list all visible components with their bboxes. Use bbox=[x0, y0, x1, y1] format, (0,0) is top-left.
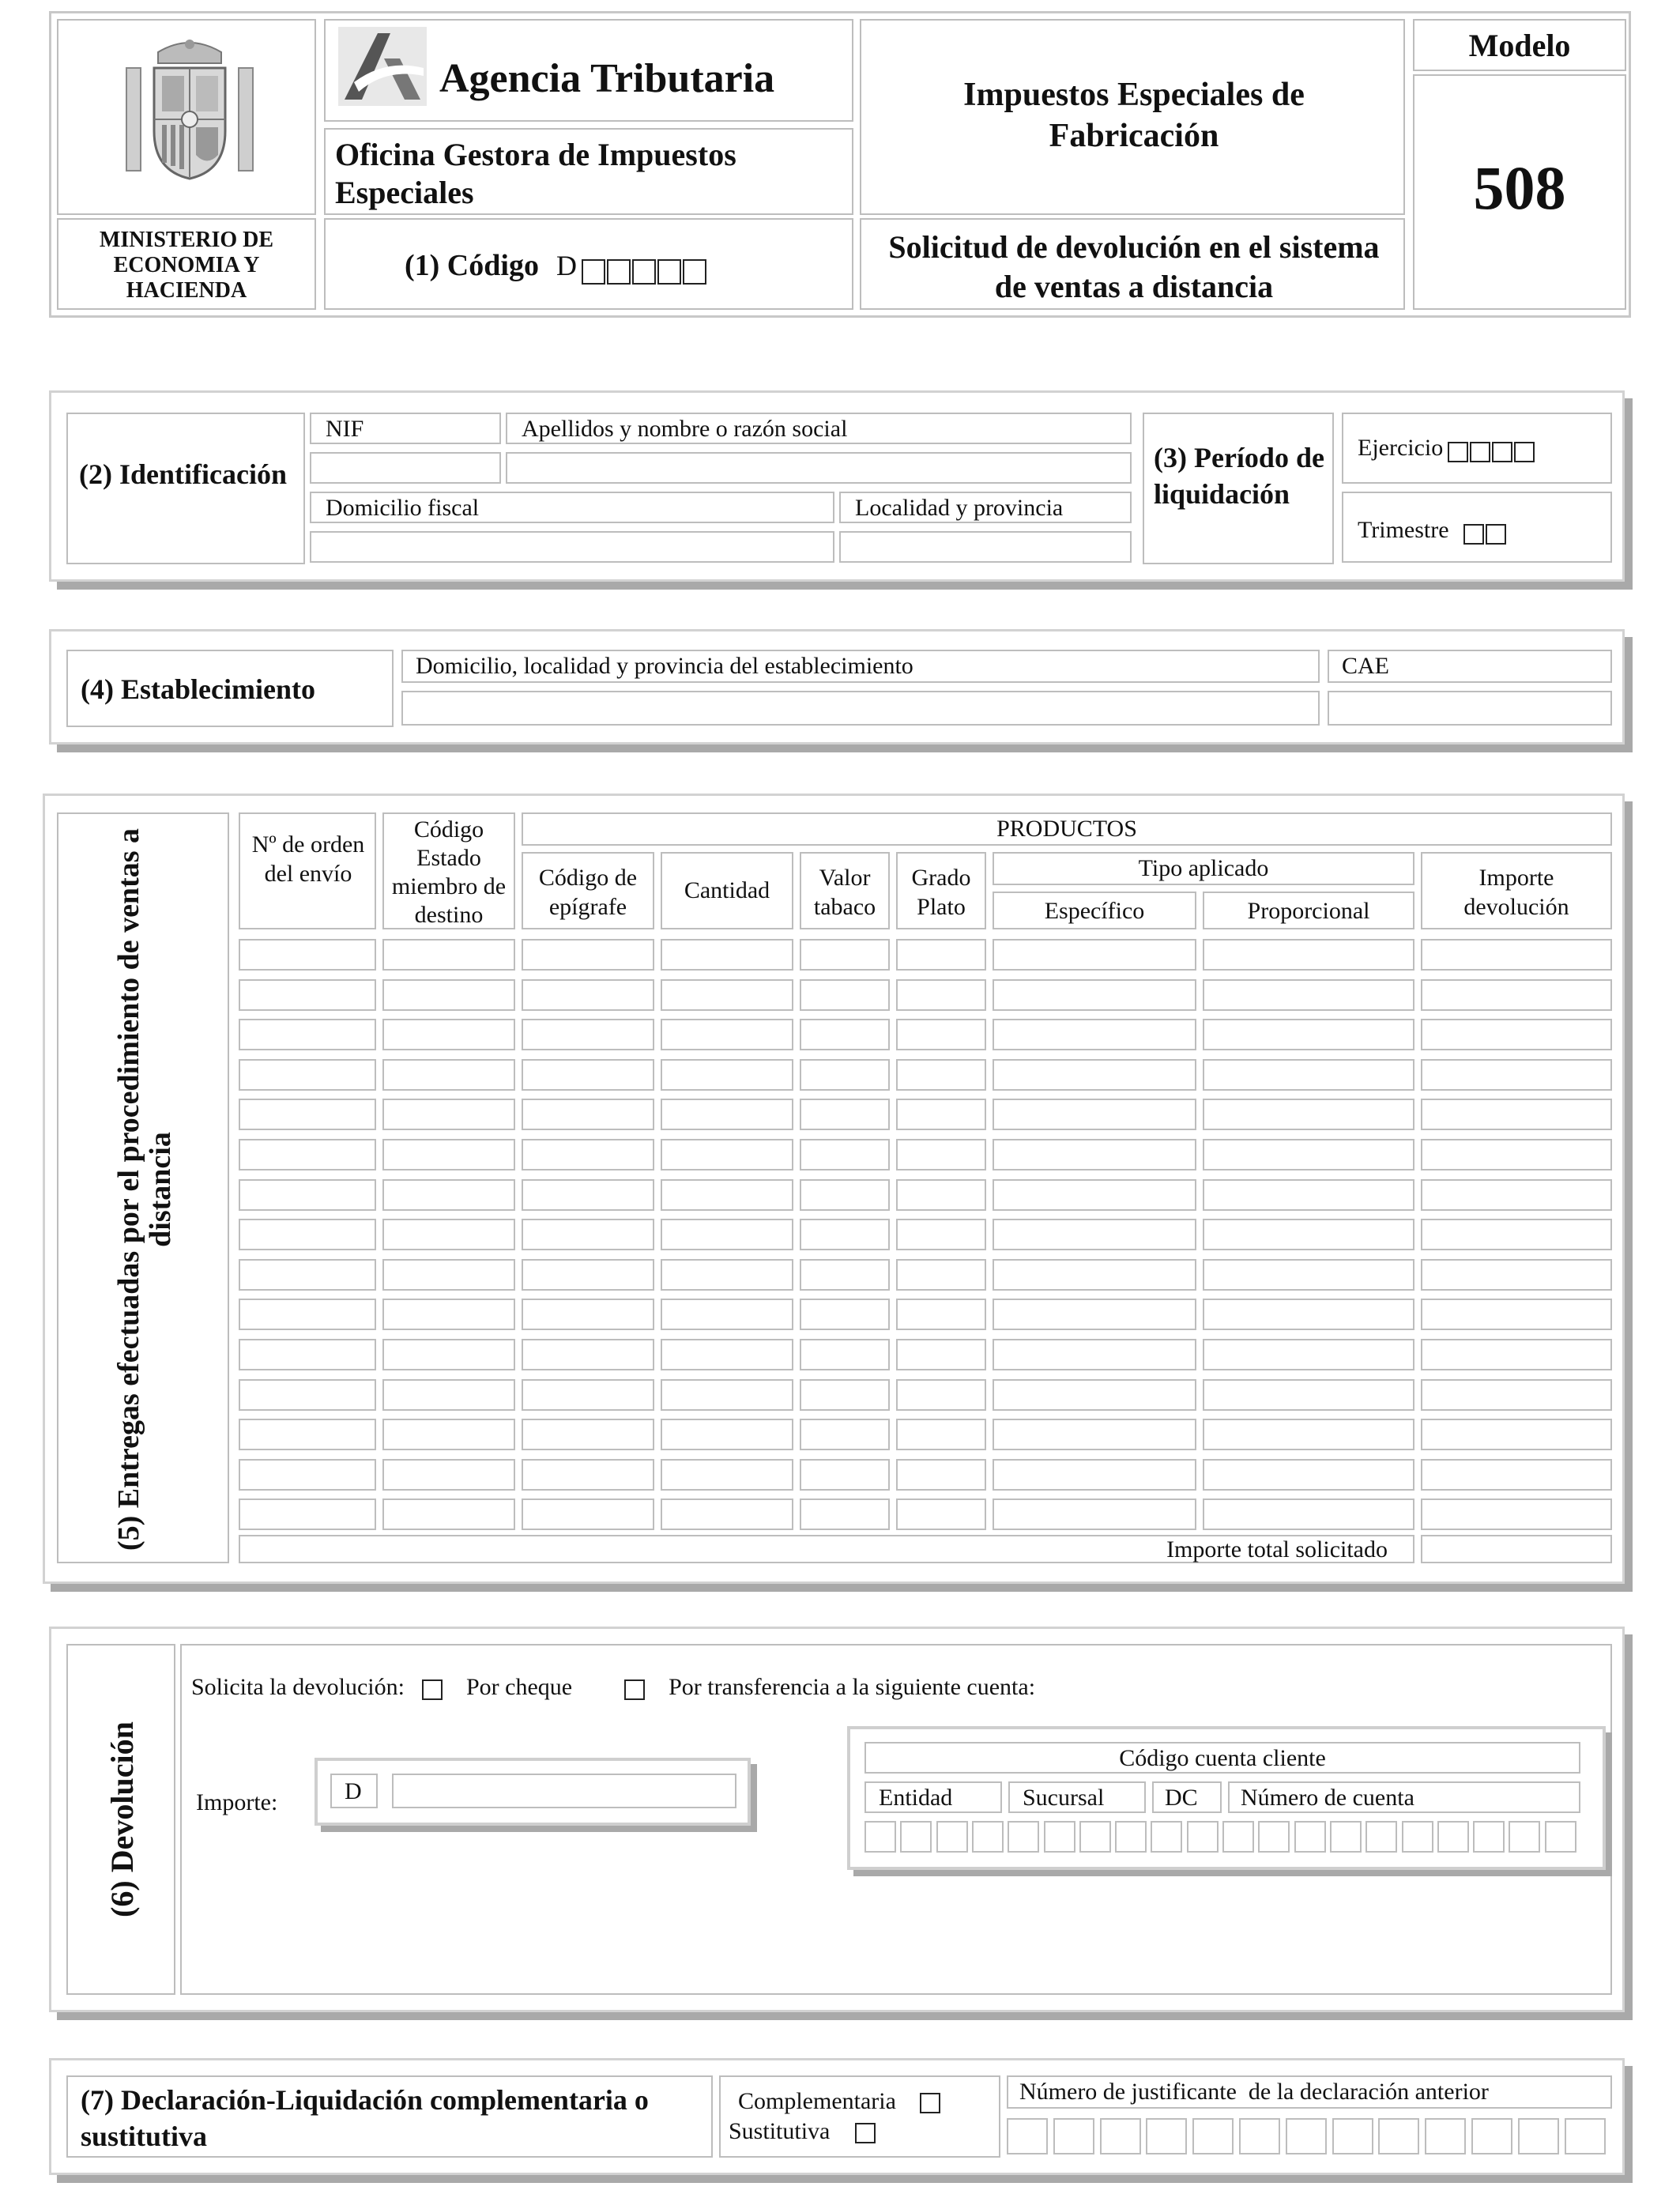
table-cell[interactable] bbox=[239, 1099, 376, 1130]
table-cell[interactable] bbox=[382, 1219, 515, 1250]
localidad-label-cell bbox=[839, 492, 1132, 523]
importe-prefix-cell bbox=[330, 1774, 378, 1808]
table-cell[interactable] bbox=[382, 1339, 515, 1370]
table-cell[interactable] bbox=[993, 1219, 1196, 1250]
trimestre-label: Trimestre bbox=[1358, 517, 1449, 543]
table-cell[interactable] bbox=[382, 1179, 515, 1211]
modelo-number: 508 bbox=[1473, 153, 1566, 222]
justificante-digit-box[interactable] bbox=[1332, 2118, 1373, 2154]
account-digit-box[interactable] bbox=[1294, 1821, 1326, 1853]
table-cell[interactable] bbox=[1203, 1059, 1414, 1091]
table-cell[interactable] bbox=[993, 1259, 1196, 1291]
coat-of-arms-icon bbox=[111, 36, 269, 187]
productos-header bbox=[522, 812, 1612, 846]
col-estado-label: Código Estado miembro de destino bbox=[391, 816, 507, 928]
table-cell[interactable] bbox=[800, 1339, 890, 1370]
cheque-checkbox[interactable] bbox=[422, 1679, 443, 1700]
table-cell[interactable] bbox=[1203, 1099, 1414, 1130]
modelo-label: Modelo bbox=[1468, 28, 1571, 63]
table-cell[interactable] bbox=[522, 1339, 654, 1370]
col-orden-label: Nº de orden del envío bbox=[251, 831, 365, 887]
justificante-digit-box[interactable] bbox=[1239, 2118, 1280, 2154]
table-cell[interactable] bbox=[522, 939, 654, 971]
account-digit-box[interactable] bbox=[1187, 1821, 1219, 1853]
col-epigrafe-label: Código de epígrafe bbox=[538, 865, 638, 920]
table-cell[interactable] bbox=[661, 1379, 793, 1411]
name-label-cell bbox=[506, 413, 1132, 444]
table-cell[interactable] bbox=[1421, 1459, 1612, 1491]
total-label: Importe total solicitado bbox=[1166, 1536, 1388, 1563]
sustitutiva-checkbox[interactable] bbox=[855, 2123, 876, 2143]
table-cell[interactable] bbox=[896, 1419, 986, 1450]
table-cell[interactable] bbox=[239, 1339, 376, 1370]
account-digit-box[interactable] bbox=[1258, 1821, 1290, 1853]
table-cell[interactable] bbox=[661, 1419, 793, 1450]
table-cell[interactable] bbox=[800, 979, 890, 1011]
table-cell[interactable] bbox=[1421, 1299, 1612, 1330]
tipo-aplicado-label: Tipo aplicado bbox=[1138, 855, 1269, 881]
table-cell[interactable] bbox=[522, 1139, 654, 1171]
col-epigrafe-header bbox=[522, 852, 654, 929]
table-cell[interactable] bbox=[239, 939, 376, 971]
ejercicio-label: Ejercicio bbox=[1358, 435, 1444, 461]
table-cell[interactable] bbox=[800, 1059, 890, 1091]
table-cell[interactable] bbox=[800, 1019, 890, 1050]
account-digit-box[interactable] bbox=[1044, 1821, 1075, 1853]
account-digit-box[interactable] bbox=[1545, 1821, 1576, 1853]
solicita-row bbox=[191, 1674, 1035, 1701]
table-cell[interactable] bbox=[239, 1179, 376, 1211]
table-cell[interactable] bbox=[661, 939, 793, 971]
trimestre-digit-box[interactable] bbox=[1463, 524, 1484, 545]
table-cell[interactable] bbox=[800, 1139, 890, 1171]
table-cell[interactable] bbox=[522, 1498, 654, 1530]
table-cell[interactable] bbox=[896, 939, 986, 971]
entidad-label-cell bbox=[864, 1781, 1002, 1813]
tax-title: Impuestos Especiales de Fabricación bbox=[963, 77, 1305, 154]
table-cell[interactable] bbox=[239, 1219, 376, 1250]
trimestre-cell bbox=[1342, 492, 1612, 563]
col-estado-header bbox=[382, 812, 515, 929]
domicilio-input[interactable] bbox=[310, 531, 834, 563]
table-cell[interactable] bbox=[800, 1219, 890, 1250]
devolucion-label: (6) Devolución bbox=[104, 1721, 140, 1917]
modelo-label-box bbox=[1413, 19, 1626, 71]
importe-label: Importe: bbox=[196, 1789, 278, 1815]
ejercicio-digit-box[interactable] bbox=[1470, 442, 1490, 462]
table-cell[interactable] bbox=[1203, 1219, 1414, 1250]
justificante-digit-box[interactable] bbox=[1565, 2118, 1606, 2154]
account-digit-box[interactable] bbox=[1330, 1821, 1362, 1853]
col-importe-label: Importe devolución bbox=[1463, 865, 1569, 920]
table-cell[interactable] bbox=[993, 1099, 1196, 1130]
code-digit-box[interactable] bbox=[632, 259, 656, 285]
table-cell[interactable] bbox=[993, 1419, 1196, 1450]
domicilio-label-cell bbox=[310, 492, 834, 523]
table-cell[interactable] bbox=[1421, 1259, 1612, 1291]
code-prefix: D bbox=[556, 250, 577, 281]
table-cell[interactable] bbox=[382, 1099, 515, 1130]
code-digit-box[interactable] bbox=[683, 259, 706, 285]
table-cell[interactable] bbox=[382, 1379, 515, 1411]
modelo-number-box bbox=[1413, 74, 1626, 310]
table-cell[interactable] bbox=[1203, 1459, 1414, 1491]
tipo-declaracion-box bbox=[719, 2075, 1000, 2158]
localidad-input[interactable] bbox=[839, 531, 1132, 563]
complementaria-row bbox=[738, 2088, 940, 2115]
account-digit-box[interactable] bbox=[900, 1821, 932, 1853]
ministry-name: MINISTERIO DE ECONOMIA Y HACIENDA bbox=[99, 228, 274, 303]
table-cell[interactable] bbox=[661, 1459, 793, 1491]
table-cell[interactable] bbox=[382, 1459, 515, 1491]
table-cell[interactable] bbox=[1203, 1498, 1414, 1530]
table-cell[interactable] bbox=[522, 1459, 654, 1491]
table-cell[interactable] bbox=[1421, 1339, 1612, 1370]
account-digit-box[interactable] bbox=[1509, 1821, 1540, 1853]
table-cell[interactable] bbox=[661, 1299, 793, 1330]
table-cell[interactable] bbox=[896, 1339, 986, 1370]
table-cell[interactable] bbox=[800, 1498, 890, 1530]
devolucion-label-box bbox=[66, 1644, 175, 1995]
office-box bbox=[324, 128, 853, 215]
table-cell[interactable] bbox=[661, 1339, 793, 1370]
table-cell[interactable] bbox=[522, 979, 654, 1011]
table-cell[interactable] bbox=[1421, 1179, 1612, 1211]
tax-title-box bbox=[860, 19, 1405, 215]
code-digit-box[interactable] bbox=[607, 259, 631, 285]
cae-input[interactable] bbox=[1328, 691, 1612, 726]
cheque-label: Por cheque bbox=[465, 1674, 573, 1700]
table-cell[interactable] bbox=[993, 1179, 1196, 1211]
account-digit-box[interactable] bbox=[1473, 1821, 1505, 1853]
trimestre-digit-box[interactable] bbox=[1486, 524, 1506, 545]
table-cell[interactable] bbox=[239, 1419, 376, 1450]
entidad-label: Entidad bbox=[879, 1785, 953, 1811]
dc-label: DC bbox=[1165, 1785, 1198, 1811]
table-cell[interactable] bbox=[1203, 1259, 1414, 1291]
total-label-cell bbox=[239, 1535, 1414, 1563]
table-cell[interactable] bbox=[661, 1019, 793, 1050]
complementaria-label-box bbox=[66, 2075, 713, 2158]
table-cell[interactable] bbox=[993, 1339, 1196, 1370]
productos-label: PRODUCTOS bbox=[996, 816, 1137, 842]
table-cell[interactable] bbox=[1421, 1498, 1612, 1530]
identification-label: (2) Identificación bbox=[79, 458, 287, 490]
table-cell[interactable] bbox=[1421, 1139, 1612, 1171]
table-cell[interactable] bbox=[661, 1099, 793, 1130]
complementaria-checkbox[interactable] bbox=[920, 2093, 940, 2113]
establecimiento-label: (4) Establecimiento bbox=[81, 673, 315, 705]
agency-box bbox=[324, 19, 853, 122]
account-digit-box[interactable] bbox=[1115, 1821, 1147, 1853]
table-cell[interactable] bbox=[522, 1419, 654, 1450]
table-cell[interactable] bbox=[896, 1259, 986, 1291]
table-cell[interactable] bbox=[1421, 1059, 1612, 1091]
table-cell[interactable] bbox=[800, 1379, 890, 1411]
table-cell[interactable] bbox=[1421, 1379, 1612, 1411]
table-cell[interactable] bbox=[382, 1259, 515, 1291]
table-cell[interactable] bbox=[661, 1259, 793, 1291]
identification-label-box bbox=[66, 413, 305, 564]
code-digit-box[interactable] bbox=[582, 259, 605, 285]
table-cell[interactable] bbox=[1203, 1299, 1414, 1330]
table-cell[interactable] bbox=[382, 1498, 515, 1530]
cae-label: CAE bbox=[1342, 653, 1389, 679]
table-cell[interactable] bbox=[993, 1139, 1196, 1171]
table-cell[interactable] bbox=[896, 1299, 986, 1330]
table-cell[interactable] bbox=[661, 1139, 793, 1171]
account-digit-box[interactable] bbox=[1151, 1821, 1182, 1853]
transferencia-checkbox[interactable] bbox=[624, 1679, 645, 1700]
table-cell[interactable] bbox=[239, 1259, 376, 1291]
name-label: Apellidos y nombre o razón social bbox=[522, 416, 848, 442]
periodo-label: (3) Período de liquidación bbox=[1154, 442, 1324, 510]
justificante-label: Número de justificante de la declaración anterior bbox=[1019, 2079, 1489, 2105]
table-cell[interactable] bbox=[1203, 1019, 1414, 1050]
office-name: Oficina Gestora de Impuestos Especiales bbox=[335, 137, 736, 210]
table-cell[interactable] bbox=[239, 1498, 376, 1530]
table-cell[interactable] bbox=[800, 1419, 890, 1450]
table-cell[interactable] bbox=[993, 1019, 1196, 1050]
table-cell[interactable] bbox=[522, 1259, 654, 1291]
col-proporcional-header bbox=[1203, 892, 1414, 929]
code-box bbox=[324, 218, 853, 310]
col-especifico-header bbox=[993, 892, 1196, 929]
solicita-label: Solicita la devolución: bbox=[191, 1674, 405, 1700]
justificante-digit-box[interactable] bbox=[1286, 2118, 1327, 2154]
cuenta-label-cell bbox=[864, 1742, 1580, 1774]
code-row bbox=[405, 248, 706, 285]
table-cell[interactable] bbox=[896, 1179, 986, 1211]
entregas-label-box bbox=[57, 812, 229, 1563]
col-orden-header bbox=[239, 812, 376, 929]
account-digit-box[interactable] bbox=[1437, 1821, 1469, 1853]
est-domicilio-label: Domicilio, localidad y provincia del establecimiento bbox=[416, 653, 913, 679]
table-cell[interactable] bbox=[661, 1059, 793, 1091]
code-digit-box[interactable] bbox=[657, 259, 681, 285]
ejercicio-digit-box[interactable] bbox=[1448, 442, 1468, 462]
table-cell[interactable] bbox=[896, 1219, 986, 1250]
account-digit-box[interactable] bbox=[1008, 1821, 1039, 1853]
table-cell[interactable] bbox=[661, 1498, 793, 1530]
table-cell[interactable] bbox=[239, 1139, 376, 1171]
table-cell[interactable] bbox=[1203, 1179, 1414, 1211]
nif-input[interactable] bbox=[310, 452, 501, 484]
dc-label-cell bbox=[1152, 1781, 1222, 1813]
table-cell[interactable] bbox=[522, 1099, 654, 1130]
table-cell[interactable] bbox=[382, 1059, 515, 1091]
cuenta-label: Código cuenta cliente bbox=[1119, 1745, 1326, 1771]
justificante-digit-box[interactable] bbox=[1471, 2118, 1512, 2154]
table-cell[interactable] bbox=[993, 1459, 1196, 1491]
table-cell[interactable] bbox=[896, 1459, 986, 1491]
justificante-label-cell bbox=[1007, 2075, 1612, 2109]
complementaria-label: (7) Declaración-Liquidación complementaria o sustitutiva bbox=[81, 2084, 649, 2152]
complementaria-option-label: Complementaria bbox=[738, 2088, 896, 2114]
table-cell[interactable] bbox=[993, 1299, 1196, 1330]
table-cell[interactable] bbox=[800, 1099, 890, 1130]
col-especifico-label: Específico bbox=[1044, 898, 1145, 924]
sustitutiva-option-label: Sustitutiva bbox=[729, 2118, 831, 2144]
sustitutiva-row bbox=[729, 2118, 876, 2145]
table-cell[interactable] bbox=[1203, 1339, 1414, 1370]
justificante-digit-box[interactable] bbox=[1518, 2118, 1559, 2154]
col-importe-header bbox=[1421, 852, 1612, 929]
tipo-aplicado-header bbox=[993, 852, 1414, 885]
trimestre-row bbox=[1358, 517, 1506, 545]
table-cell[interactable] bbox=[1421, 1219, 1612, 1250]
table-cell[interactable] bbox=[239, 1459, 376, 1491]
account-digit-box[interactable] bbox=[864, 1821, 896, 1853]
table-cell[interactable] bbox=[382, 1019, 515, 1050]
agency-logo-icon bbox=[338, 27, 427, 106]
table-cell[interactable] bbox=[993, 1498, 1196, 1530]
ejercicio-row bbox=[1358, 435, 1535, 462]
name-input[interactable] bbox=[506, 452, 1132, 484]
importe-prefix: D bbox=[345, 1778, 362, 1804]
col-grado-label: Grado Plato bbox=[911, 865, 971, 920]
domicilio-label: Domicilio fiscal bbox=[326, 495, 480, 521]
table-cell[interactable] bbox=[239, 1299, 376, 1330]
table-cell[interactable] bbox=[382, 1139, 515, 1171]
ejercicio-cell bbox=[1342, 413, 1612, 484]
sucursal-label-cell bbox=[1008, 1781, 1146, 1813]
coat-of-arms-box bbox=[57, 19, 316, 215]
table-cell[interactable] bbox=[522, 1299, 654, 1330]
table-cell[interactable] bbox=[1421, 939, 1612, 971]
table-cell[interactable] bbox=[522, 1219, 654, 1250]
table-cell[interactable] bbox=[896, 1379, 986, 1411]
nif-label-cell bbox=[310, 413, 501, 444]
table-cell[interactable] bbox=[382, 979, 515, 1011]
col-valor-header bbox=[800, 852, 890, 929]
table-cell[interactable] bbox=[800, 939, 890, 971]
code-label: (1) Código bbox=[405, 249, 539, 282]
agency-name: Agencia Tributaria bbox=[439, 56, 775, 101]
table-cell[interactable] bbox=[1421, 1019, 1612, 1050]
periodo-label-box bbox=[1143, 413, 1334, 564]
table-cell[interactable] bbox=[239, 1059, 376, 1091]
table-cell[interactable] bbox=[896, 1059, 986, 1091]
table-cell[interactable] bbox=[896, 1498, 986, 1530]
table-cell[interactable] bbox=[896, 979, 986, 1011]
table-cell[interactable] bbox=[239, 1019, 376, 1050]
ministry-box bbox=[57, 218, 316, 310]
justificante-digit-box[interactable] bbox=[1146, 2118, 1187, 2154]
table-cell[interactable] bbox=[1421, 1099, 1612, 1130]
account-digit-box[interactable] bbox=[1365, 1821, 1397, 1853]
col-cantidad-label: Cantidad bbox=[684, 877, 770, 903]
table-cell[interactable] bbox=[896, 1099, 986, 1130]
table-cell[interactable] bbox=[800, 1299, 890, 1330]
table-cell[interactable] bbox=[993, 1379, 1196, 1411]
table-cell[interactable] bbox=[522, 1019, 654, 1050]
table-cell[interactable] bbox=[1203, 979, 1414, 1011]
numero-label-cell bbox=[1228, 1781, 1580, 1813]
table-cell[interactable] bbox=[522, 1179, 654, 1211]
cae-label-cell bbox=[1328, 650, 1612, 683]
account-digit-box[interactable] bbox=[936, 1821, 968, 1853]
request-title: Solicitud de devolución en el sistema de ventas a distancia bbox=[888, 229, 1380, 304]
account-digit-box[interactable] bbox=[1402, 1821, 1433, 1853]
table-cell[interactable] bbox=[382, 939, 515, 971]
col-proporcional-label: Proporcional bbox=[1247, 898, 1370, 924]
table-cell[interactable] bbox=[522, 1059, 654, 1091]
table-cell[interactable] bbox=[800, 1459, 890, 1491]
justificante-digit-box[interactable] bbox=[1425, 2118, 1466, 2154]
numero-label: Número de cuenta bbox=[1241, 1785, 1414, 1811]
table-cell[interactable] bbox=[1421, 1419, 1612, 1450]
table-cell[interactable] bbox=[661, 1219, 793, 1250]
table-cell[interactable] bbox=[661, 1179, 793, 1211]
table-cell[interactable] bbox=[239, 1379, 376, 1411]
justificante-digit-box[interactable] bbox=[1100, 2118, 1141, 2154]
table-cell[interactable] bbox=[382, 1419, 515, 1450]
table-cell[interactable] bbox=[993, 979, 1196, 1011]
justificante-digit-box[interactable] bbox=[1378, 2118, 1419, 2154]
table-cell[interactable] bbox=[993, 939, 1196, 971]
establecimiento-label-box bbox=[66, 650, 394, 727]
justificante-digit-box[interactable] bbox=[1192, 2118, 1234, 2154]
justificante-digit-box[interactable] bbox=[1053, 2118, 1094, 2154]
entregas-label: (5) Entregas efectuadas por el procedimiento de ventas a distancia bbox=[112, 827, 177, 1551]
table-cell[interactable] bbox=[239, 979, 376, 1011]
table-cell[interactable] bbox=[993, 1059, 1196, 1091]
col-cantidad-header bbox=[661, 852, 793, 929]
request-title-box bbox=[860, 218, 1405, 310]
ejercicio-digit-box[interactable] bbox=[1514, 442, 1535, 462]
est-domicilio-input[interactable] bbox=[401, 691, 1320, 726]
ejercicio-digit-box[interactable] bbox=[1492, 442, 1512, 462]
table-cell[interactable] bbox=[1203, 1379, 1414, 1411]
table-cell[interactable] bbox=[800, 1259, 890, 1291]
table-cell[interactable] bbox=[896, 1019, 986, 1050]
table-cell[interactable] bbox=[522, 1379, 654, 1411]
justificante-digit-box[interactable] bbox=[1007, 2118, 1048, 2154]
account-digit-box[interactable] bbox=[1222, 1821, 1254, 1853]
account-digit-box[interactable] bbox=[1079, 1821, 1111, 1853]
sucursal-label: Sucursal bbox=[1023, 1785, 1105, 1811]
table-cell[interactable] bbox=[896, 1139, 986, 1171]
account-digit-box[interactable] bbox=[972, 1821, 1004, 1853]
table-cell[interactable] bbox=[1203, 1419, 1414, 1450]
table-cell[interactable] bbox=[382, 1299, 515, 1330]
nif-label: NIF bbox=[326, 416, 364, 442]
table-cell[interactable] bbox=[800, 1179, 890, 1211]
total-input[interactable] bbox=[1421, 1535, 1612, 1563]
importe-input[interactable] bbox=[392, 1774, 736, 1808]
est-domicilio-label-cell bbox=[401, 650, 1320, 683]
table-cell[interactable] bbox=[1421, 979, 1612, 1011]
transferencia-label: Por transferencia a la siguiente cuenta: bbox=[669, 1674, 1036, 1700]
col-grado-header bbox=[896, 852, 986, 929]
table-cell[interactable] bbox=[661, 979, 793, 1011]
table-cell[interactable] bbox=[1203, 939, 1414, 971]
localidad-label: Localidad y provincia bbox=[855, 495, 1064, 521]
col-valor-label: Valor tabaco bbox=[813, 865, 876, 920]
table-cell[interactable] bbox=[1203, 1139, 1414, 1171]
